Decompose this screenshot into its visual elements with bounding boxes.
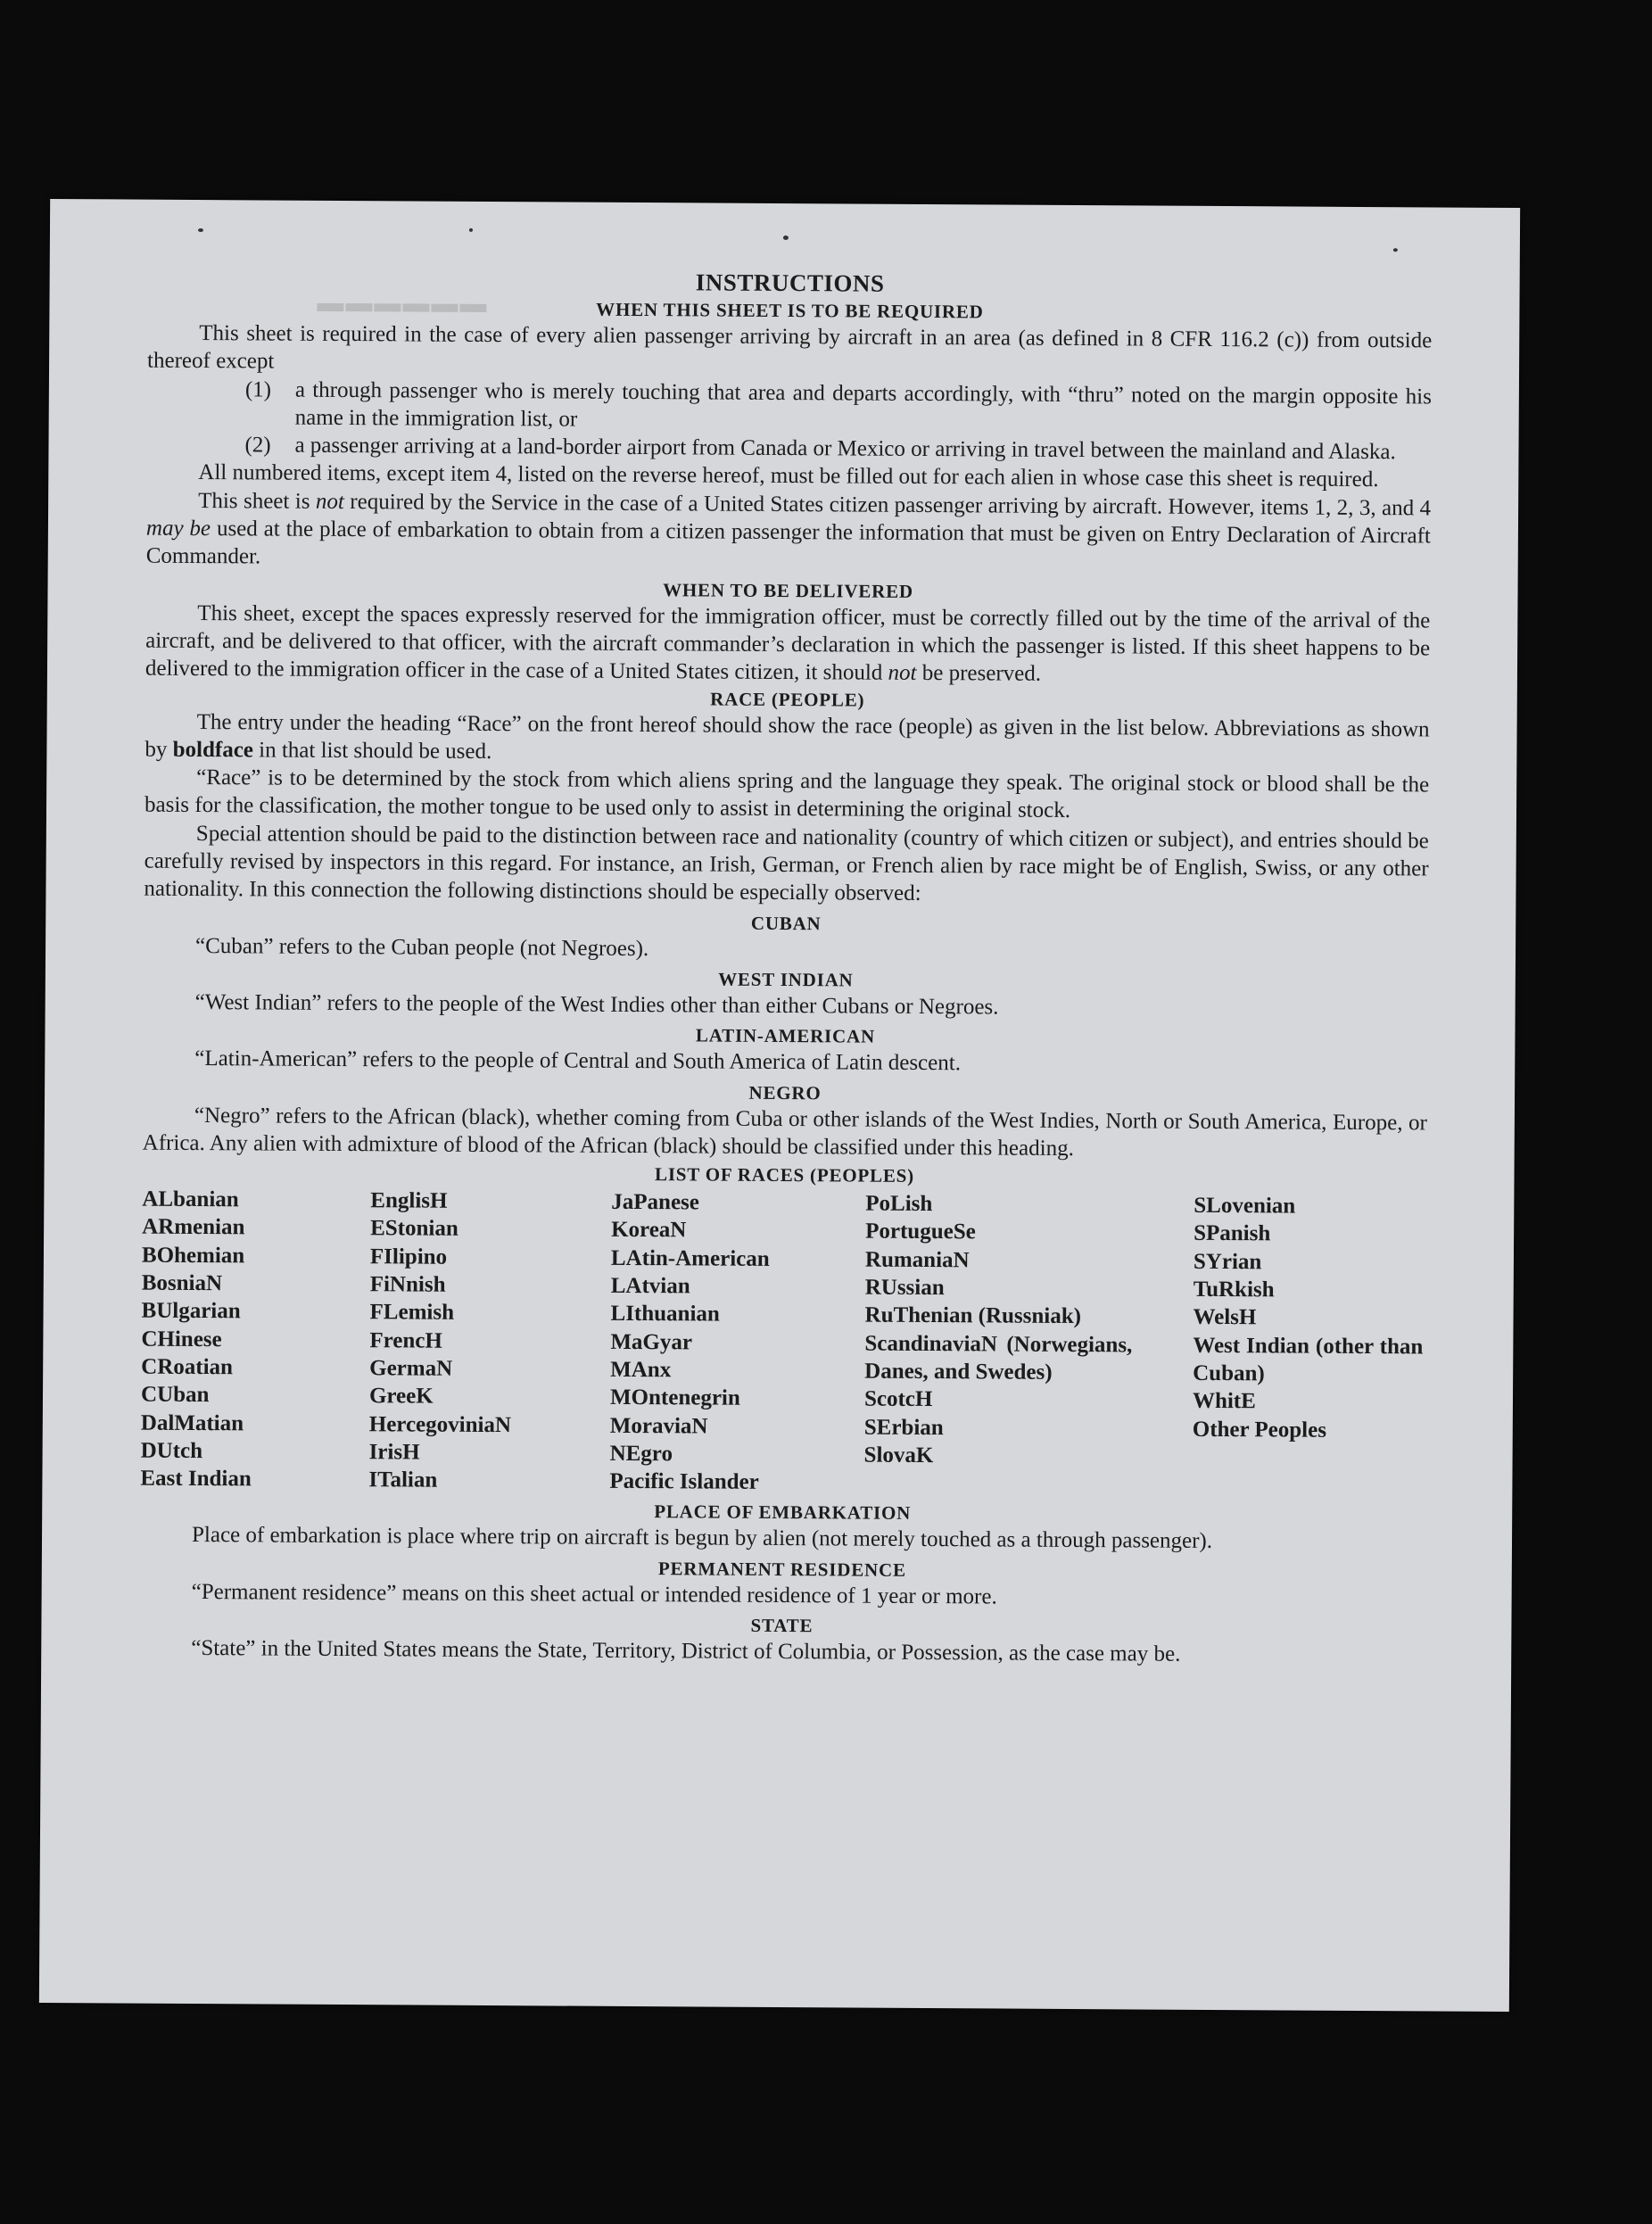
- instructions-content: [139, 264, 1433, 1670]
- race-entry: WelsH: [1193, 1305, 1257, 1330]
- paragraph: [145, 707, 1429, 771]
- race-entry: LAtin-American: [610, 1245, 770, 1271]
- section-heading-race: RACE (PEOPLE): [710, 688, 865, 711]
- section-heading-delivered: WHEN TO BE DELIVERED: [663, 578, 913, 602]
- race-entry: CHinese: [141, 1327, 222, 1352]
- text-run: This sheet, except the spaces expressly reserved for the immigration officer, must be correctly filled out by the time of the arrival of the aircraft, and be delivered to that officer, with the aircraft commander’s declaration in which the passenger is listed. If this sheet happens to be delivered to the immigration officer in the case of a United States citizen, it should: [145, 600, 1431, 685]
- race-entry: Pacific Islander: [609, 1468, 759, 1494]
- race-entry: KoreaN: [611, 1218, 687, 1243]
- race-entry: PortugueSe: [865, 1219, 976, 1244]
- race-entry: East Indian: [140, 1466, 252, 1492]
- race-entry: ScotcH: [863, 1386, 933, 1412]
- bleed-through-shadow: ▬▬▬▬▬▬: [317, 287, 489, 318]
- speck: [783, 236, 789, 240]
- paragraph: “Permanent residence” means on this sheet actual or intended residence of 1 year or more.: [191, 1579, 997, 1609]
- race-entry: CRoatian: [141, 1354, 234, 1380]
- race-entry: DUtch: [140, 1438, 203, 1463]
- races-column: [1192, 1192, 1426, 1501]
- paragraph: This sheet is required in the case of every alien passenger arriving by aircraft in an area (as defined in 8 CFR 116.2 (c)) from outside thereof except: [147, 321, 1433, 374]
- list-item: [245, 376, 1432, 439]
- section-heading-required: WHEN THIS SHEET IS TO BE REQUIRED: [596, 298, 984, 323]
- speck: [1393, 248, 1398, 252]
- text-run: The entry under the heading “Race” on the front hereof should show the race (people) as given in the list below. Abbreviations as shown by: [145, 709, 1430, 762]
- race-entry: SErbian: [863, 1415, 944, 1440]
- race-entry: BUlgarian: [141, 1298, 241, 1324]
- race-entry: BOhemian: [141, 1243, 245, 1269]
- section-heading-cuban: CUBAN: [750, 912, 822, 934]
- races-column: [368, 1186, 611, 1495]
- race-entry: SYrian: [1193, 1249, 1262, 1275]
- emphasis: may be: [145, 516, 211, 542]
- race-entry: ITalian: [368, 1468, 438, 1492]
- race-entry: FIlipino: [369, 1244, 448, 1269]
- race-entry: ARmenian: [142, 1215, 245, 1240]
- race-entry: SLovenian: [1194, 1193, 1296, 1219]
- race-entry: MoraviaN: [609, 1413, 708, 1439]
- paragraph: “West Indian” refers to the people of the West Indies other than either Cubans or Negroes.: [194, 989, 999, 1020]
- speck: [198, 228, 203, 232]
- emphasis: not: [315, 489, 344, 514]
- race-entry: RumaniaN: [864, 1247, 970, 1273]
- race-entry: MAnx: [610, 1357, 672, 1383]
- paragraph: “Race” is to be determined by the stock from which aliens spring and the language they speak. The original stock or blood shall be the basis for the classification, the mother tongue to be used only to assist in determining the original stock.: [144, 765, 1430, 823]
- section-heading-west-indian: WEST INDIAN: [718, 968, 854, 991]
- section-heading-state: STATE: [750, 1614, 814, 1637]
- section-heading-embarkation: PLACE OF EMBARKATION: [654, 1501, 912, 1525]
- paragraph: [145, 599, 1431, 690]
- emphasis: not: [888, 660, 917, 686]
- document-sheet: [39, 199, 1520, 2012]
- race-entry: GermaN: [369, 1356, 453, 1381]
- section-heading-negro: NEGRO: [748, 1081, 822, 1104]
- paragraph: [146, 486, 1432, 578]
- bold-text: boldface: [172, 737, 254, 763]
- race-entry: RuThenian (Russniak): [864, 1302, 1082, 1329]
- item-text: a passenger arriving at a land-border airport from Canada or Mexico or arriving in travel between the mainland and Alaska.: [294, 433, 1396, 465]
- race-entry: NEgro: [609, 1441, 673, 1467]
- race-entry: BosniaN: [141, 1270, 223, 1296]
- race-entry: West Indian (other than Cuban): [1193, 1333, 1424, 1386]
- race-entry: SPanish: [1194, 1221, 1271, 1246]
- race-entry: ScandinaviaN (Norwegians, Danes, and Swedes): [864, 1331, 1133, 1385]
- race-entry: CUban: [140, 1382, 210, 1408]
- paragraph: Place of embarkation is place where trip on aircraft is begun by alien (not merely touched as a through passenger).: [191, 1523, 1213, 1554]
- speck: [469, 228, 473, 232]
- text-run: This sheet is: [198, 488, 317, 514]
- races-column: [863, 1190, 1194, 1500]
- race-entry: LAtvian: [610, 1273, 690, 1299]
- race-entry: Other Peoples: [1192, 1417, 1327, 1443]
- race-entry: HercegoviniaN: [368, 1411, 512, 1437]
- race-entry: SlovaK: [863, 1443, 934, 1468]
- race-entry: TuRkish: [1193, 1277, 1275, 1302]
- item-text: a through passenger who is merely touching that area and departs accordingly, with “thru” noted on the margin opposite his name in the immigration list, or: [294, 377, 1432, 432]
- race-entry: PoLish: [865, 1191, 933, 1217]
- races-column: [609, 1188, 865, 1497]
- races-column: [140, 1186, 370, 1494]
- text-run: in that list should be used.: [252, 738, 492, 764]
- paragraph: “Latin-American” refers to the people of Central and South America of Latin descent.: [194, 1046, 962, 1076]
- race-entry: MaGyar: [610, 1329, 693, 1355]
- section-heading-races-list: LIST OF RACES (PEOPLES): [654, 1163, 915, 1187]
- section-heading-latin-american: LATIN-AMERICAN: [695, 1024, 876, 1047]
- race-entry: MOntenegrin: [609, 1385, 740, 1410]
- section-heading-residence: PERMANENT RESIDENCE: [657, 1557, 906, 1581]
- text-run: used at the place of embarkation to obtain from a citizen passenger the information that must be given on Entry Declaration of Aircraft Commander.: [145, 517, 1432, 569]
- race-entry: FrencH: [369, 1327, 442, 1353]
- item-number: (1): [244, 376, 272, 402]
- race-entry: FiNnish: [369, 1272, 446, 1297]
- text-run: be preserved.: [916, 661, 1042, 687]
- item-number: (2): [244, 433, 271, 458]
- race-entry: RUssian: [864, 1275, 945, 1301]
- paragraph: “State” in the United States means the State, Territory, District of Columbia, or Possession, as the case may be.: [191, 1635, 1181, 1666]
- race-entry: WhitE: [1192, 1389, 1256, 1414]
- race-entry: LIthuanian: [610, 1302, 720, 1327]
- paragraph: “Negro” refers to the African (black), whether coming from Cuba or other islands of the West Indies, North or South America, Europe, or Africa. Any alien with admixture of blood of the African (black) should be classified under this heading.: [142, 1103, 1427, 1161]
- paragraph: “Cuban” refers to the Cuban people (not Negroes).: [194, 933, 649, 961]
- race-entry: IrisH: [368, 1439, 420, 1465]
- race-entry: DalMatian: [140, 1410, 244, 1435]
- paragraph: All numbered items, except item 4, listed on the reverse hereof, must be filled out for each alien in whose case this sheet is required.: [198, 460, 1379, 492]
- paragraph: Special attention should be paid to the distinction between race and nationality (country of which citizen or subject), and entries should be carefully revised by inspectors in this regard. For instance, an Irish, German, or French alien by race might be of English, Swiss, or any other nationality. In this connection the following distinctions should be especially observed:: [144, 821, 1429, 906]
- race-entry: ALbanian: [142, 1186, 239, 1212]
- text-run: required by the Service in the case of a United States citizen passenger arriving by aircraft. However, items 1, 2, 3, and 4: [343, 489, 1432, 521]
- race-entry: FLemish: [369, 1300, 455, 1326]
- races-table: [140, 1186, 1426, 1501]
- page-title: INSTRUCTIONS: [695, 269, 885, 297]
- race-entry: GreeK: [368, 1384, 434, 1409]
- race-entry: EnglisH: [370, 1188, 448, 1213]
- race-entry: EStonian: [370, 1216, 458, 1242]
- race-entry: JaPanese: [611, 1189, 700, 1215]
